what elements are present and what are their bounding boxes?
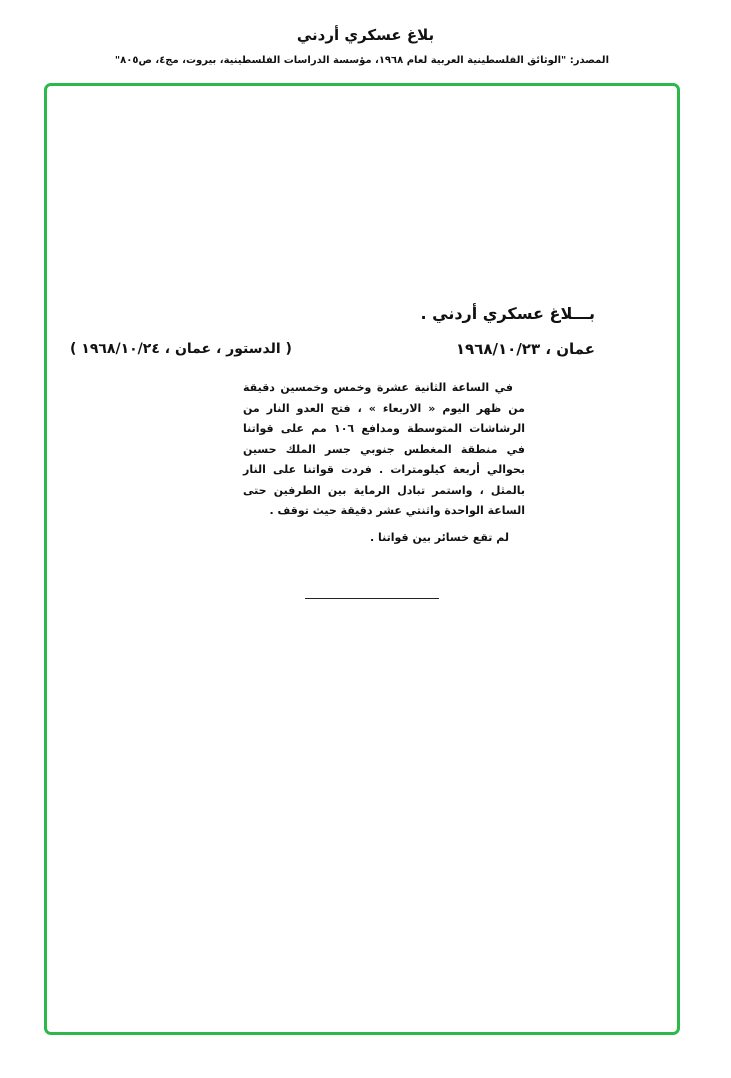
end-rule bbox=[305, 598, 439, 599]
closing-line: لم تقع خسائر بين قواتنا . bbox=[369, 531, 509, 544]
body-paragraph: في الساعة الثانية عشرة وخمس وخمسين دقيقة من ظهر اليوم « الاربعاء » ، فتح العدو النار من الرشاشات المتوسطة ومدافع ١٠٦ مم على قواتنا في منطقة المغطس جنوبي جسر الملك حسين بحوالي أربعة كيلومترات . فردت قواتنا على النار بالمثل ، واستمر تبادل الرماية بين الطرفين حتى الساعة الواحدة واثنتي عشر دقيقة حيث توقف . bbox=[243, 381, 525, 517]
document-body bbox=[243, 378, 525, 522]
dateline bbox=[0, 340, 731, 362]
dateline-place-date: عمان ، ١٩٦٨/١٠/٢٣ bbox=[455, 340, 595, 358]
document-frame bbox=[44, 83, 680, 1035]
dateline-publication: ( الدستور ، عمان ، ١٩٦٨/١٠/٢٤ ) bbox=[70, 341, 292, 357]
page-title: بلاغ عسكري أردني bbox=[296, 26, 435, 44]
source-citation: المصدر: "الوثائق الفلسطينية العربية لعام ١٩٦٨، مؤسسة الدراسات الفلسطينية، بيروت، مج٤، ص٨٠٥" bbox=[114, 55, 609, 66]
document-heading: بـــلاغ عسكري أردني . bbox=[420, 304, 595, 323]
